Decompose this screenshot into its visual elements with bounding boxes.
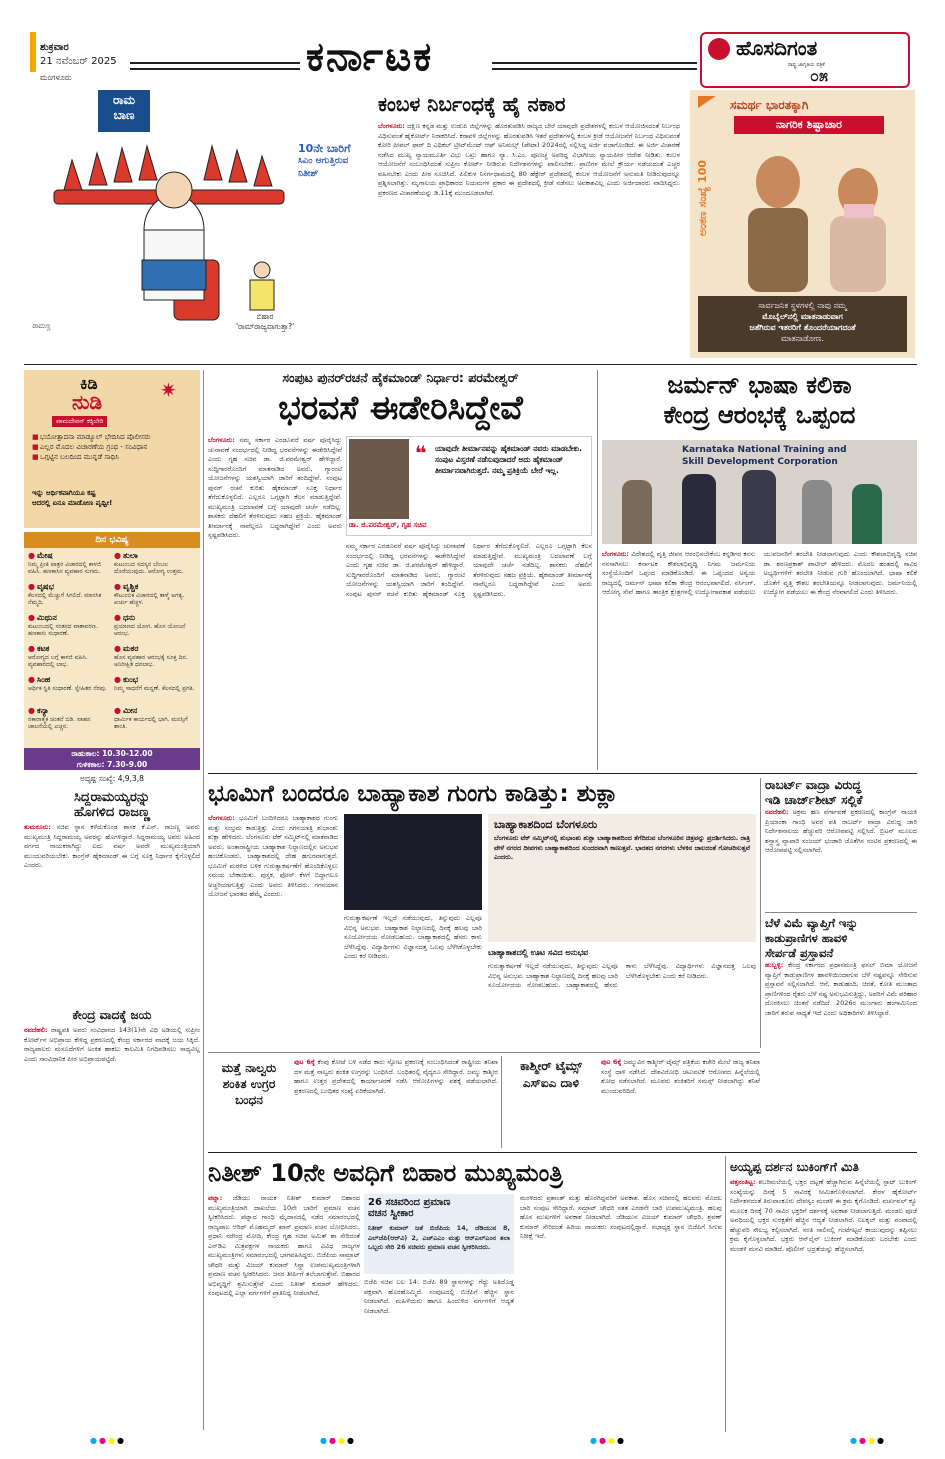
caption-line-1: 10ನೇ ಬಾರಿಗೆ (298, 142, 351, 155)
masthead-day: ಶುಕ್ರವಾರ (40, 42, 69, 53)
ad-footer-2: ಮೊಬೈಲ್‌ನಲ್ಲಿ ಮಾತನಾಡುವಾಗ (762, 312, 843, 321)
horoscope-sign (114, 614, 196, 644)
zodiac-icon: ● (28, 644, 35, 653)
parameshwar-text-cont: ನಮ್ಮ ಸರ್ಕಾರ ಎರಡೂವರೆ ವರ್ಷ ಪೂರೈಸಿದ್ದು ಚುನಾವಣೆ ಸಂದರ್ಭದಲ್ಲಿ ನೀಡಿದ್ದ ಭರವಸೆಗಳನ್ನು ಈಡೇರಿಸಿದ್ದೇವೆ ಎಂದು ಗೃಹ ಸಚಿವ ಡಾ. ಜಿ.ಪರಮೇಶ್ವರ್ ಹೇಳಿದ್ದಾರೆ. ಸುದ್ದಿಗಾರರೊಂದಿಗೆ ಮಾತನಾಡಿದ ಅವರು, ಗ್ಯಾರಂಟಿ ಯೋಜನೆಗಳನ್ನು ಯಶಸ್ವಿಯಾಗಿ ಜಾರಿಗೆ ತಂದಿದ್ದೇವೆ. ಸಂಪುಟ ಪುನರ್ ರಚನೆ ಕುರಿತು ಹೈಕಮಾಂಡ್ ಸೂಕ್ತ ನಿರ್ಧಾರ ತೆಗೆದುಕೊಳ್ಳಲಿದೆ. ಎಲ್ಲರೂ ಒಗ್ಗಟ್ಟಾಗಿ ಕೆಲಸ ಮಾಡುತ್ತಿದ್ದೇವೆ. ಮುಖ್ಯಮಂತ್ರಿ ಬದಲಾವಣೆ ಬಗ್ಗೆ ಯಾವುದೇ ಚರ್ಚೆ ನಡೆದಿಲ್ಲ. ಶಾಸಕರು ದೆಹಲಿಗೆ ತೆರಳಿರುವುದು ಸಹಜ ಪ್ರಕ್ರಿಯೆ. ಹೈಕಮಾಂಡ್ ತೀರ್ಮಾನಕ್ಕೆ ನಾವೆಲ್ಲರೂ ಬದ್ಧರಾಗಿದ್ದೇವೆ ಎಂದು ಅವರು ಸ್ಪಷ್ಟಪಡಿಸಿದರು. (346, 542, 595, 598)
ramabana-label (98, 90, 150, 132)
insurance-story (765, 916, 920, 1148)
german-text: ವಿದೇಶದಲ್ಲಿ ವೃತ್ತಿ ಜೀವನ ಆರಂಭಿಸಬೇಕೆಂಬ ಕನ್ನಡಿಗರ ಕನಸು ನನಸಾಗಿಸಲು ಕರ್ನಾಟಕ ಕೌಶಲಾಭಿವೃದ್ಧಿ ನಿಗಮ ಜರ್ಮನಿಯ ಸಂಸ್ಥೆಯೊಂದಿಗೆ ಒಪ್ಪಂದ ಮಾಡಿಕೊಂಡಿದೆ. ಈ ಒಪ್ಪಂದದ ಅನ್ವಯ ರಾಜ್ಯದಲ್ಲಿ ಜರ್ಮನ್ ಭಾಷಾ ಕಲಿಕಾ ಕೇಂದ್ರ ಆರಂಭವಾಗಲಿದೆ. ನರ್ಸಿಂಗ್, ಆರೋಗ್ಯ ಸೇವೆ ಹಾಗೂ ತಾಂತ್ರಿಕ ಕ್ಷೇತ್ರಗಳಲ್ಲಿ ಉದ್ಯೋಗಾವಕಾಶ ಪಡೆಯಲು ಯುವಜನರಿಗೆ ತರಬೇತಿ ನೀಡಲಾಗುವುದು ಎಂದು ಕೌಶಲಾಭಿವೃದ್ಧಿ ಸಚಿವ ಡಾ. ಶರಣಪ್ರಕಾಶ್ ಪಾಟೀಲ್ ಹೇಳಿದರು. ಮೊದಲ ಹಂತದಲ್ಲಿ ಸಾವಿರ ಅಭ್ಯರ್ಥಿಗಳಿಗೆ ತರಬೇತಿ ನೀಡುವ ಗುರಿ ಹೊಂದಲಾಗಿದೆ. ಭಾಷಾ ಕಲಿಕೆ ಜೊತೆಗೆ ವೃತ್ತಿ ಕೌಶಲ ತರಬೇತಿಯನ್ನೂ ನೀಡಲಾಗುವುದು. ಜರ್ಮನಿಯಲ್ಲಿ ಉದ್ಯೋಗ ಪಡೆಯಲು ಈ ಕೇಂದ್ರ ನೆರವಾಗಲಿದೆ ಎಂದು ತಿಳಿಸಿದರು. (602, 550, 920, 596)
masthead-city: ಮಂಗಳೂರು (40, 73, 72, 82)
minister-box-header (364, 1194, 514, 1222)
nitish-text: ಜೆಡಿಯು ನಾಯಕ ನಿತೀಶ್ ಕುಮಾರ್ ಬಿಹಾರದ ಮುಖ್ಯಮಂತ್ರಿಯಾಗಿ ದಾಖಲೆಯ 10ನೇ ಬಾರಿಗೆ ಪ್ರಮಾಣ ವಚನ ಸ್ವೀಕರಿಸಿದರು. ಪಟ್ನಾದ ಗಾಂಧಿ ಮೈದಾನದಲ್ಲಿ ನಡೆದ ಸಮಾರಂಭದಲ್ಲಿ ರಾಜ್ಯಪಾಲ ಆರಿಫ್ ಮೊಹಮ್ಮದ್ ಖಾನ್ ಪ್ರಮಾಣ ವಚನ ಬೋಧಿಸಿದರು. ಪ್ರಧಾನಿ ನರೇಂದ್ರ ಮೋದಿ, ಕೇಂದ್ರ ಗೃಹ ಸಚಿವ ಅಮಿತ್ ಶಾ ಸೇರಿದಂತೆ ಎನ್‌ಡಿಎ ಮಿತ್ರಪಕ್ಷಗಳ ನಾಯಕರು ಹಾಗೂ ವಿವಿಧ ರಾಜ್ಯಗಳ ಮುಖ್ಯಮಂತ್ರಿಗಳು ಸಮಾರಂಭದಲ್ಲಿ ಭಾಗವಹಿಸಿದ್ದರು. ಬಿಜೆಪಿಯ ಸಾಮ್ರಾಟ್ ಚೌಧರಿ ಮತ್ತು ವಿಜಯ್ ಕುಮಾರ್ ಸಿನ್ಹಾ ಉಪಮುಖ್ಯಮಂತ್ರಿಗಳಾಗಿ ಪ್ರಮಾಣ ವಚನ ಸ್ವೀಕರಿಸಿದರು. ಜನರ ತೀರ್ಪಿಗೆ ತಲೆಬಾಗುತ್ತೇವೆ. ಬಿಹಾರದ ಅಭಿವೃದ್ಧಿಗೆ ಶ್ರಮಿಸುತ್ತೇವೆ ಎಂದು ನಿತೀಶ್ ಕುಮಾರ್ ಹೇಳಿದರು. ಸಂಪುಟದಲ್ಲಿ ಎಲ್ಲಾ ವರ್ಗಗಳಿಗೆ ಪ್ರಾತಿನಿಧ್ಯ ನೀಡಲಾಗಿದೆ. (208, 1194, 363, 1297)
kidi-author: ವಾಮದೇವನ್ ಕಕ್ಕಿಲೇರಿ (52, 416, 107, 427)
german-headline-2: ಕೇಂದ್ರ ಆರಂಭಕ್ಕೆ ಒಪ್ಪಂದ (663, 401, 856, 429)
sign-name: ಮಕರ (122, 644, 139, 653)
kendra-story (24, 1008, 203, 1428)
horoscope-sign (28, 614, 110, 644)
sign-text: ಪ್ರಯಾಣದ ಯೋಗ. ಹೊಸ ಯೋಜನೆ ಆರಂಭ. (114, 622, 186, 637)
caption-line-2: ಸಿಎಂ ಆಗುತ್ತಿರುವ (298, 156, 349, 166)
sign-name: ತುಲಾ (122, 551, 138, 560)
ramabana-label-1: ರಾಮ (113, 93, 135, 107)
minister-box (364, 1194, 517, 1430)
person (622, 480, 652, 544)
vadra-body (765, 808, 920, 904)
nudi-title: ನುಡಿ (72, 390, 103, 414)
kendra-body (24, 1026, 203, 1426)
horoscope-sign (28, 583, 110, 613)
german-story (602, 370, 920, 770)
sign-text: ಕೌಟುಂಬಿಕ ವಿಚಾರದಲ್ಲಿ ತಾಳ್ಮೆ ಅಗತ್ಯ. ಖರ್ಚು ಹೆಚ್ಚಳ. (114, 591, 185, 606)
artist-signature: ರಾಮಣ್ಣ (32, 322, 51, 330)
kidi-item: ■ ಎಲ್ಲರ ಮೊದಲ ವಿಚಾರಣೆಯ ಗ್ರಂಥ - ಸಂವಿಧಾನ (32, 443, 148, 451)
ayyappa-body (730, 1178, 920, 1428)
sign-name: ಸಿಂಹ (36, 675, 51, 684)
horoscope-sign (114, 552, 196, 582)
section-right-rule (492, 62, 697, 70)
divider (760, 778, 761, 1048)
horoscope-sign (28, 707, 110, 737)
kashmir-body (601, 1058, 763, 1146)
horoscope-box (24, 532, 200, 748)
zodiac-icon: ● (114, 706, 121, 715)
nitish-body (208, 1194, 363, 1430)
insurance-text: ಕೇಂದ್ರ ಸರ್ಕಾರದ ಪ್ರಧಾನಮಂತ್ರಿ ಫಸಲ್ ಬಿಮಾ ಯೋಜನೆ ವ್ಯಾಪ್ತಿಗೆ ಕಾಡುಪ್ರಾಣಿಗಳ ಹಾವಳಿಯಿಂದಾಗುವ ಬೆಳೆ ನಷ್ಟವನ್ನೂ ಸೇರಿಸುವ ಪ್ರಸ್ತಾವನೆ ಸಲ್ಲಿಸಲಾಗಿದೆ. ಆನೆ, ಕಾಡುಹಂದಿ, ಚಿರತೆ, ಕೋತಿ ಮುಂತಾದ ಪ್ರಾಣಿಗಳಿಂದ ರೈತರು ಬೆಳೆ ನಷ್ಟ ಅನುಭವಿಸುತ್ತಿದ್ದು, ಅವರಿಗೆ ವಿಮೆ ಪರಿಹಾರ ದೊರಕಿಸಲು ಚಿಂತನೆ ನಡೆದಿದೆ. 2026ರ ಮುಂಗಾರು ಹಂಗಾಮಿನಿಂದ ಜಾರಿಗೆ ತರುವ ಸಾಧ್ಯತೆ ಇದೆ ಎಂದು ಅಧಿಕಾರಿಗಳು ತಿಳಿಸಿದ್ದಾರೆ. (765, 961, 920, 1017)
kashmir-headline-1: ಕಾಶ್ಮೀರ್ ಟೈಮ್ಸ್ (520, 1059, 582, 1073)
gulika-time: ಗುಳಿಕಕಾಲ: 7.30-9.00 (24, 759, 200, 770)
parameshwar-quote: ಯಾವುದೇ ತೀರ್ಮಾನವನ್ನು ಹೈಕಮಾಂಡ್ ನವರು ಮಾಡಬೇಕು. ಸಂಪುಟ ವಿಸ್ತರಣೆ ನಡೆಸುವುದಾದರೆ ಅದು ಹೈಕಮಾಂಡ್ ತೀರ್ಮಾನವಾಗಿರುತ್ತದೆ. ನಮ್ಮ ಪ್ರತಿಕ್ರಿಯೆ ಬೇರೆ ಇಲ್ಲ. (435, 444, 582, 475)
horoscope-sign (114, 645, 196, 675)
divider (208, 1152, 917, 1153)
parameshwar-body (208, 436, 345, 766)
insurance-headline-2: ಕಾಡುಪ್ರಾಣಿಗಳ ಹಾವಳಿ (765, 931, 848, 945)
ad-title-banner: ನಾಗರಿಕ ಶಿಷ್ಟಾಚಾರ (734, 116, 884, 134)
arrest-headline-3: ಬಂಧನ (235, 1093, 263, 1107)
person (682, 474, 716, 544)
nitish-body-right (520, 1194, 725, 1430)
arrest-headline-2: ಶಂಕಿತ ಉಗ್ರರ (222, 1077, 276, 1091)
vadra-headline-2: ಇಡಿ ಚಾರ್ಜ್‌ಶೀಟ್ ಸಲ್ಲಿಕೆ (765, 793, 863, 807)
sign-name: ಧನು (122, 613, 136, 622)
minister-box-title-2: ವಚನ ಸ್ವೀಕಾರ (368, 1208, 414, 1219)
zodiac-icon: ● (28, 706, 35, 715)
print-registration-marks: ●●●● (590, 1436, 626, 1445)
vadra-dateline: ನವದೆಹಲಿ: (765, 808, 789, 816)
ad-vertical-label: ಅಂಕಣ ಸಂಖ್ಯೆ 100 (696, 160, 709, 237)
kidi-item: ■ ಭಯೋತ್ಪಾದನಾ ಮಾಡ್ಯೂಲ್ ಭೇದಿಸಿದ ಪೊಲೀಸರು (32, 433, 151, 441)
divider (765, 912, 917, 913)
kidi-nudi-box (24, 370, 200, 528)
shukla-subhead: ಬಾಹ್ಯಾಕಾಶದಲ್ಲಿ ಊಟ ಸವಿದ ಅನುಭವ (488, 948, 589, 957)
space-sidebar-title: ಬಾಹ್ಯಾಕಾಶದಿಂದ ಬೆಂಗಳೂರು (494, 818, 598, 831)
speech-line-2: 'ರಾಮ್‌ರಾಜ್ಯವಾಗುತ್ತಾ?' (236, 322, 295, 331)
arrest-text: ಕೆಂಪು ಕೋಟೆ ಬಳಿ ನಡೆದ ಕಾರು ಸ್ಫೋಟ ಪ್ರಕರಣಕ್ಕೆ ಸಂಬಂಧಿಸಿದಂತೆ ರಾಷ್ಟ್ರೀಯ ತನಿಖಾ ದಳ ಮತ್ತೆ ನಾಲ್ವರು ಶಂಕಿತ ಉಗ್ರರನ್ನು ಬಂಧಿಸಿದೆ. ಬಂಧಿತರಲ್ಲಿ ವೈದ್ಯರೂ ಸೇರಿದ್ದಾರೆ. ಜಮ್ಮು ಕಾಶ್ಮೀರ ಹಾಗೂ ಉತ್ತರ ಪ್ರದೇಶದಲ್ಲಿ ಕಾರ್ಯಾಚರಣೆ ನಡೆಸಿ ಆರೋಪಿಗಳನ್ನು ವಶಕ್ಕೆ ಪಡೆಯಲಾಗಿದೆ. ಪ್ರಕರಣದಲ್ಲಿ ಬಂಧಿತರ ಸಂಖ್ಯೆ ಏರಿಕೆಯಾಗಿದೆ. (294, 1058, 501, 1095)
print-registration-marks: ●●●● (90, 1436, 126, 1445)
speech-bubble (236, 312, 294, 332)
vadra-story (765, 778, 920, 908)
civic-ad (690, 90, 915, 358)
shukla-story (208, 778, 759, 1048)
siddu-body (24, 823, 203, 993)
person (852, 484, 882, 544)
zodiac-icon: ● (114, 551, 121, 560)
kendra-headline: ಕೇಂದ್ರ ವಾದಕ್ಕೆ ಜಯ (72, 1008, 152, 1022)
sign-name: ಕುಂಭ (122, 675, 139, 684)
arrest-dateline: ಪುಟ 6ಕ್ಕೆ (294, 1058, 315, 1066)
sign-text: ಕುಟುಂಬದ ಸದಸ್ಯರ ಬೆಂಬಲ ದೊರೆಯುವುದು. ಆರೋಗ್ಯ ಉತ್ತಮ. (114, 560, 184, 575)
masthead-date: 21 ನವೆಂಬರ್ 2025 (40, 56, 117, 67)
kidi-title: ಕಿಡಿ (80, 374, 98, 393)
ad-flag-icon (698, 96, 716, 108)
section-left-rule (130, 62, 300, 70)
ayyappa-headline: ಅಯ್ಯಪ್ಪ ದರ್ಶನ ಬುಕಿಂಗ್‌ಗೆ ಮಿತಿ (730, 1160, 859, 1174)
divider (208, 1052, 760, 1053)
german-body (602, 550, 920, 766)
sign-name: ವೃಶ್ಚಿಕ (122, 582, 139, 591)
kashmir-text: ಜಮ್ಮುವಿನ ಕಾಶ್ಮೀರ್ ಟೈಮ್ಸ್ ಪತ್ರಿಕೆಯ ಕಚೇರಿ ಮೇಲೆ ರಾಜ್ಯ ತನಿಖಾ ಸಂಸ್ಥೆ ದಾಳಿ ನಡೆಸಿದೆ. ದೇಶವಿರೋಧಿ ಚಟುವಟಿಕೆ ಆರೋಪದ ಹಿನ್ನೆಲೆಯಲ್ಲಿ ಶೋಧ ನಡೆಸಲಾಗಿದೆ. ಮೂವರು ಶಂಕಿತರಿಗೆ ಸಮನ್ಸ್ ನೀಡಲಾಗಿದ್ದು ತನಿಖೆ ಮುಂದುವರಿದಿದೆ. (601, 1058, 763, 1095)
ad-footer-4: ಮಾತನಾಡೋಣ. (781, 334, 824, 343)
caption-line-3: ನಿತೀಶ್ (298, 169, 319, 179)
shukla-body (208, 814, 341, 1044)
divider (725, 1156, 726, 1432)
horoscope-grid (28, 552, 196, 742)
kidi-item: ■ ಒಗ್ಗಟ್ಟಿನ ಬಲದಿಂದ ಮುನ್ನಡೆ ಸಾಧಿಸಿ (32, 453, 119, 461)
horoscope-sign (28, 645, 110, 675)
logo-emblem-icon (708, 38, 730, 60)
shukla-headline: ಭೂಮಿಗೆ ಬಂದರೂ ಬಾಹ್ಯಾಕಾಶ ಗುಂಗು ಕಾಡಿತ್ತು: ಶುಕ್ಲಾ (208, 781, 618, 807)
page-number: ೦೫ (810, 66, 828, 85)
vadra-text: ಅಕ್ರಮ ಹಣ ವರ್ಗಾವಣೆ ಪ್ರಕರಣದಲ್ಲಿ ಕಾಂಗ್ರೆಸ್ ನಾಯಕಿ ಪ್ರಿಯಾಂಕಾ ಗಾಂಧಿ ಅವರ ಪತಿ ರಾಬರ್ಟ್ ವಾದ್ರಾ ವಿರುದ್ಧ ಜಾರಿ ನಿರ್ದೇಶನಾಲಯ ಹೆಚ್ಚುವರಿ ಆರೋಪಪಟ್ಟಿ ಸಲ್ಲಿಸಿದೆ. ಬ್ರಿಟನ್ ಮೂಲದ ಶಸ್ತ್ರಾಸ್ತ್ರ ವ್ಯಾಪಾರಿ ಸಂಜಯ್ ಭಂಡಾರಿ ಜೊತೆಗಿನ ನಂಟಿನ ಪ್ರಕರಣದಲ್ಲಿ ಈ ಆರೋಪಪಟ್ಟಿ ಸಲ್ಲಿಸಲಾಗಿದೆ. (765, 808, 920, 854)
sign-name: ಮಿಥುನ (36, 613, 57, 622)
shukla-text-right: ಗುರುತ್ವಾಕರ್ಷಣೆ ಇಲ್ಲದೆ ನಡೆಯುವುದು, ತಿನ್ನುವುದು ಎಲ್ಲವೂ ವಿಭಿನ್ನ ಅನುಭವ. ಬಾಹ್ಯಾಕಾಶ ನಿಲ್ದಾಣದಲ್ಲಿ ದಿನಕ್ಕೆ ಹಲವು ಬಾರಿ ಸೂರ್ಯೋದಯ ನೋಡಬಹುದು. ಬಾಹ್ಯಾಕಾಶದಲ್ಲಿ ಹೆಸರು ಕಾಳು ಬೆಳೆಸಿದ್ದೆವು. ವಿದ್ಯಾರ್ಥಿಗಳು ವಿಜ್ಞಾನದತ್ತ ಒಲವು ಬೆಳೆಸಿಕೊಳ್ಳಬೇಕು ಎಂದು ಕರೆ ನೀಡಿದರು. (488, 962, 759, 989)
ad-footer-3: ಜತೆಗಿರುವ ಇತರರಿಗೆ ತೊಂದರೆಯಾಗದಂತೆ (749, 323, 856, 332)
zodiac-icon: ● (114, 644, 121, 653)
sign-text: ನಿಮ್ಮ ಸಾಧನೆಗೆ ಮನ್ನಣೆ. ಕೆಲಸದಲ್ಲಿ ಪ್ರಗತಿ. (114, 684, 195, 692)
time-box (24, 748, 200, 788)
spark-icon: ✷ (160, 378, 177, 402)
kashmir-story (505, 1056, 763, 1148)
minister-box-para: ಬಿಜೆಪಿ ಸಚಿವ ಬಲ 14: ಬಿಜೆಪಿ 89 ಸ್ಥಾನಗಳನ್ನು ಗೆದ್ದು ಅತಿದೊಡ್ಡ ಪಕ್ಷವಾಗಿ ಹೊರಹೊಮ್ಮಿದೆ. ಸಂಪುಟದಲ್ಲಿ ಬಿಜೆಪಿಗೆ ಹೆಚ್ಚಿನ ಸ್ಥಾನ ನೀಡಲಾಗಿದೆ. ಮಹಿಳೆಯರು ಹಾಗೂ ಹಿಂದುಳಿದ ವರ್ಗಗಳಿಗೆ ಆದ್ಯತೆ ನೀಡಲಾಗಿದೆ. (364, 1278, 517, 1315)
kendra-dateline: ನವದೆಹಲಿ: (24, 1026, 48, 1034)
parameshwar-kicker: ಸಂಪುಟ ಪುನರ್‌ರಚನೆ ಹೈಕಮಾಂಡ್ ನಿರ್ಧಾರ: ಪರಮೇಶ್ವರ್ (282, 370, 519, 385)
logo-tagline: ರಾಷ್ಟ್ರ ಜಾಗೃತಿಯ ಪತ್ರಿಕೆ (788, 62, 825, 68)
parameshwar-headline: ಭರವಸೆ ಈಡೇರಿಸಿದ್ದೇವೆ (278, 388, 523, 427)
siddu-dateline: ತುಮಕೂರು: (24, 823, 51, 831)
rahu-time: ರಾಹುಕಾಲ: 10.30-12.00 (24, 748, 200, 759)
shukla-text: ಭೂಮಿಗೆ ಬಂದಿಳಿದರೂ ಬಾಹ್ಯಾಕಾಶದ ಗುಂಗು ಮತ್ತು ಸಂಭ್ರಮ ಕಾಡುತ್ತಿತ್ತು ಎಂದು ಗಗನಯಾತ್ರಿ ಶುಭಾಂಶು ಶುಕ್ಲಾ ಹೇಳಿದರು. ಬೆಂಗಳೂರು ಟೆಕ್ ಸಮ್ಮಿಟ್‌ನಲ್ಲಿ ಮಾತನಾಡಿದ ಅವರು, ಅಂತಾರಾಷ್ಟ್ರೀಯ ಬಾಹ್ಯಾಕಾಶ ನಿಲ್ದಾಣದಲ್ಲಿನ ಅನುಭವ ಹಂಚಿಕೊಂಡರು. ಬಾಹ್ಯಾಕಾಶದಲ್ಲಿ ದೇಹ ಹಗುರವಾಗುತ್ತದೆ. ಭೂಮಿಗೆ ಮರಳಿದ ಬಳಿಕ ಗುರುತ್ವಾಕರ್ಷಣೆಗೆ ಹೊಂದಿಕೊಳ್ಳಲು ಸಮಯ ಬೇಕಾಯಿತು. ಪುಸ್ತಕ, ಫೋನ್ ಕೆಳಗೆ ಬಿದ್ದಾಗಲೂ ಅಚ್ಚರಿಯಾಗುತ್ತಿತ್ತು ಎಂದು ಅವರು ತಿಳಿಸಿದರು. ಗಗನಯಾನ ಯೋಜನೆ ಭಾರತದ ಹೆಮ್ಮೆ ಎಂದರು. (208, 814, 341, 898)
sign-name: ಮೀನ (122, 706, 138, 715)
zodiac-icon: ● (28, 675, 35, 684)
horoscope-sign (114, 583, 196, 613)
sign-text: ನಿಮ್ಮ ಪ್ರೀತಿ ಪಾತ್ರರ ವಿಚಾರದಲ್ಲಿ ಕಾಳಜಿ ವಹಿಸಿ. ಹಣಕಾಸಿನ ವ್ಯವಹಾರ ಸುಗಮ. (28, 560, 101, 575)
parameshwar-quote-box (346, 436, 592, 536)
minister-box-title-1: 26 ಸಚಿವರಿಂದ ಪ್ರಮಾಣ (368, 1197, 451, 1208)
nitish-headline: ನಿತೀಶ್ 10ನೇ ಅವಧಿಗೆ ಬಿಹಾರ ಮುಖ್ಯಮಂತ್ರಿ (208, 1159, 563, 1187)
speech-line-1: ಬಿಹಾರ (256, 312, 274, 321)
sign-text: ಕುಟುಂಬದಲ್ಲಿ ಸಂತಸದ ವಾತಾವರಣ. ಹಣಕಾಸು ಸುಧಾರಣೆ. (28, 622, 98, 637)
logo-text: ಹೊಸದಿಗಂತ (736, 36, 818, 60)
horoscope-sign (114, 707, 196, 737)
photo-banner: Karnataka National Training and Skill Development Corporation (682, 445, 847, 467)
divider (24, 364, 917, 365)
horoscope-sign (28, 676, 110, 706)
kambala-body (378, 122, 683, 362)
color-registration-marks (30, 32, 36, 72)
sign-text: ಧಾರ್ಮಿಕ ಕಾರ್ಯದಲ್ಲಿ ಭಾಗಿ. ಮನಸ್ಸಿಗೆ ಶಾಂತಿ. (114, 715, 188, 730)
nitish-story (208, 1156, 725, 1432)
lucky-number: ಅದೃಷ್ಟ ಸಂಖ್ಯೆ: 4,9,3,8 (80, 774, 144, 783)
kambala-headline: ಕಂಬಳ ನಿರ್ಬಂಧಕ್ಕೆ ಹೈ ನಕಾರ (378, 92, 566, 116)
kambala-text: ದಕ್ಷಿಣ ಕನ್ನಡ ಮತ್ತು ಉಡುಪಿ ಜಿಲ್ಲೆಗಳನ್ನು ಹೊರತುಪಡಿಸಿ ರಾಜ್ಯದ ಬೇರೆ ಯಾವುದೇ ಪ್ರದೇಶಗಳಲ್ಲಿ ಕಂಬಳ ಆಯೋಜಿಸದಂತೆ ನಿರ್ಬಂಧ ವಿಧಿಸುವಂತೆ ಹೈಕೋರ್ಟ್ ನಿರಾಕರಿಸಿದೆ. ಕರಾವಳಿ ಜಿಲ್ಲೆಗಳನ್ನು ಹೊರತುಪಡಿಸಿ ಇತರೆ ಪ್ರದೇಶಗಳಲ್ಲಿ ಕಂಬಳ ಕ್ರೀಡೆ ಆಯೋಜನೆಗೆ ನಿರ್ಬಂಧ ವಿಧಿಸುವಂತೆ ಕೋರಿ ಪೀಪಲ್ ಫಾರ್ ದಿ ಎಥಿಕಲ್ ಟ್ರೀಟ್‌ಮೆಂಟ್ ಆಫ್ ಅನಿಮಲ್ಸ್ (ಪೇಟಾ) 2024ರಲ್ಲಿ ಸಲ್ಲಿಸಿದ್ದ ಅರ್ಜಿ ವಜಾಗೊಂಡಿದೆ. ಈ ಅರ್ಜಿ ವಿಚಾರಣೆ ನಡೆಸಿದ ಮುಖ್ಯ ನ್ಯಾಯಮೂರ್ತಿ ವಿಭು ಬಖ್ರು ಹಾಗೂ ನ್ಯಾ. ಸಿ.ಎಂ. ಪೂಣಚ್ಚ ಅವರಿದ್ದ ವಿಭಾಗೀಯ ನ್ಯಾಯಪೀಠ ಆದೇಶ ನೀಡಿತು. ಕಂಬಳ ಆಯೋಜನೆಗೆ ಸಂಬಂಧಿಸಿದಂತೆ ಸುಪ್ರೀಂ ಕೋರ್ಟ್ ನೀಡಿರುವ ನಿರ್ದೇಶನಗಳನ್ನು ಪಾಲಿಸಬೇಕು. ಪ್ರಾಣಿಗಳ ಮೇಲೆ ಕ್ರೌರ್ಯ ನಡೆಯದಂತೆ ಎಚ್ಚರ ವಹಿಸಬೇಕು ಎಂದು ಪೀಠ ಸೂಚಿಸಿದೆ. ಪಿಲಿಕುಳ ನಿಸರ್ಗಧಾಮದಲ್ಲಿ 80 ಹೆಕ್ಟೇರ್ ಪ್ರದೇಶದಲ್ಲಿ ಕಂಬಳ ಆಯೋಜನೆಗೆ ಅನುಮತಿ ನೀಡಿರುವುದನ್ನೂ ಪ್ರಶ್ನಿಸಲಾಗಿತ್ತು. ಮೃಗಾಲಯ ಪ್ರಾಧಿಕಾರದ ನಿಯಮಗಳ ಪ್ರಕಾರ ಈ ಪ್ರದೇಶದಲ್ಲಿ ಕ್ರೀಡೆ ನಡೆಸಲು ಅವಕಾಶವಿಲ್ಲ ಎಂದು ಅರ್ಜಿದಾರರು ವಾದಿಸಿದ್ದರು. ಪ್ರಕರಣದ ವಿಚಾರಣೆಯನ್ನು ಡಿ.11ಕ್ಕೆ ಮುಂದೂಡಲಾಗಿದೆ. (378, 122, 683, 197)
zodiac-icon: ● (28, 582, 35, 591)
arrest-body (294, 1058, 501, 1146)
print-registration-marks: ●●●● (850, 1436, 886, 1445)
parameshwar-story (208, 370, 593, 770)
divider (208, 773, 917, 774)
zodiac-icon: ● (28, 551, 35, 560)
insurance-headline-1: ಬೆಳೆ ವಿಮೆ ವ್ಯಾಪ್ತಿಗೆ ಇನ್ನು (765, 916, 858, 930)
siddu-headline-1: ಸಿದ್ದರಾಮಯ್ಯರನ್ನು (73, 790, 151, 805)
horoscope-title: ದಿನ ಭವಿಷ್ಯ (24, 532, 200, 548)
kidi-quote-1: ಇನ್ನು ಆರ್ಥಿಕವಾಗಿಯೂ ಕಷ್ಟ (32, 489, 96, 497)
arrest-headline-1: ಮತ್ತೆ ನಾಲ್ವರು (221, 1061, 277, 1075)
parameshwar-caption: ಡಾ. ಜಿ.ಪರಮೇಶ್ವರ್, ಗೃಹ ಸಚಿವ (349, 521, 427, 529)
kidi-quote (32, 488, 192, 508)
insurance-dateline: ಹುಬ್ಬಳ್ಳಿ: (765, 961, 784, 969)
kashmir-headline-2: ಎಸ್‌ಐಎ ದಾಳಿ (522, 1076, 580, 1090)
ad-footer-1: ಸಾರ್ವಜನಿಕ ಸ್ಥಳಗಳಲ್ಲಿ ನಾವು ನಮ್ಮ (758, 301, 847, 310)
zodiac-icon: ● (28, 613, 35, 622)
zodiac-icon: ● (114, 613, 121, 622)
kidi-quote-2: ಆದರಲ್ಲಿ ಏನೂ ಮಾಡೋಣ ಪೃಥ್ವೀ! (32, 499, 113, 507)
ad-footer (698, 296, 907, 352)
insurance-headline-3: ಸೇರ್ಪಡೆ ಪ್ರಸ್ತಾವನೆ (765, 946, 834, 960)
kambala-story (378, 90, 683, 360)
vadra-headline-1: ರಾಬರ್ಟ್ ವಾದ್ರಾ ವಿರುದ್ಧ (765, 778, 862, 792)
shukla-text-mid: ಗುರುತ್ವಾಕರ್ಷಣೆ ಇಲ್ಲದೆ ನಡೆಯುವುದು, ತಿನ್ನುವುದು ಎಲ್ಲವೂ ವಿಭಿನ್ನ ಅನುಭವ. ಬಾಹ್ಯಾಕಾಶ ನಿಲ್ದಾಣದಲ್ಲಿ ದಿನಕ್ಕೆ ಹಲವು ಬಾರಿ ಸೂರ್ಯೋದಯ ನೋಡಬಹುದು. ಬಾಹ್ಯಾಕಾಶದಲ್ಲಿ ಹೆಸರು ಕಾಳು ಬೆಳೆಸಿದ್ದೆವು. ವಿದ್ಯಾರ್ಥಿಗಳು ವಿಜ್ಞಾನದತ್ತ ಒಲವು ಬೆಳೆಸಿಕೊಳ್ಳಬೇಕು ಎಂದು ಕರೆ ನೀಡಿದರು. (344, 914, 485, 960)
horoscope-sign (28, 552, 110, 582)
section-title: ಕರ್ನಾಟಕ (306, 34, 434, 80)
german-dateline: ಬೆಂಗಳೂರು: (602, 550, 629, 558)
space-sidebar-body: ಬೆಂಗಳೂರು ಟೆಕ್ ಸಮ್ಮಿಟ್‌ನಲ್ಲಿ ಶುಭಾಂಶು ಶುಕ್ಲಾ ಬಾಹ್ಯಾಕಾಶದಿಂದ ತೆಗೆದಿರುವ ಬೆಂಗಳೂರಿನ ಚಿತ್ರವನ್ನು ಪ್ರದರ್ಶಿಸಿದರು. ರಾತ್ರಿ ವೇಳೆ ನಗರದ ದೀಪಗಳು ಬಾಹ್ಯಾಕಾಶದಿಂದ ಸುಂದರವಾಗಿ ಕಾಣುತ್ತವೆ. ಭಾರತದ ನಗರಗಳು ಬೆಳಕಿನ ಜಾಲದಂತೆ ಗೋಚರಿಸುತ್ತವೆ ಎಂದರು. (494, 834, 753, 861)
parameshwar-dateline: ಬೆಂಗಳೂರು: (208, 436, 235, 444)
siddu-story (24, 790, 203, 1008)
sign-name: ಕಟಕ (36, 644, 50, 653)
shukla-body-right (488, 962, 759, 1044)
masthead (0, 0, 945, 92)
sign-text: ಹೊಸ ವ್ಯವಹಾರ ಆರಂಭಕ್ಕೆ ಸೂಕ್ತ ದಿನ. ಅನಿರೀಕ್ಷಿತ ಧನಲಾಭ. (114, 653, 188, 668)
parameshwar-body-cont (346, 542, 595, 766)
quote-icon: ❝ (415, 441, 427, 465)
kashmir-headline (505, 1058, 597, 1092)
sign-text: ಆರೋಗ್ಯದ ಬಗ್ಗೆ ಕಾಳಜಿ ವಹಿಸಿ. ವ್ಯವಹಾರದಲ್ಲಿ ಲಾಭ. (28, 653, 88, 668)
space-sidebar (488, 814, 756, 942)
divider (501, 1056, 502, 1148)
german-headline-1: ಜರ್ಮನ್ ಭಾಷಾ ಕಲಿಕಾ (667, 371, 852, 399)
sign-text: ಕೆಲಸದಲ್ಲಿ ಮೆಚ್ಚುಗೆ ಸಿಗಲಿದೆ. ಮಾನಸಿಕ ನೆಮ್ಮದಿ. (28, 591, 102, 606)
ayyappa-dateline: ಪತ್ತನಂತಿಟ್ಟ: (730, 1178, 756, 1186)
divider (597, 370, 598, 770)
arrest-headline (208, 1060, 290, 1108)
insurance-body (765, 961, 920, 1141)
signing-photo (602, 440, 917, 544)
kashmir-dateline: ಪುಟ 6ಕ್ಕೆ (601, 1058, 622, 1066)
sign-text: ಆರ್ಥಿಕ ಸ್ಥಿತಿ ಸುಧಾರಣೆ. ಸ್ನೇಹಿತರ ನೆರವು. (28, 684, 107, 692)
ayyappa-text: ಶಬರಿಮಲೆಯಲ್ಲಿ ಭಕ್ತರ ದಟ್ಟಣೆ ಹೆಚ್ಚಾಗಿರುವ ಹಿನ್ನೆಲೆಯಲ್ಲಿ ಸ್ಪಾಟ್ ಬುಕಿಂಗ್ ಸಂಖ್ಯೆಯನ್ನು ದಿನಕ್ಕೆ 5 ಸಾವಿರಕ್ಕೆ ಸೀಮಿತಗೊಳಿಸಲಾಗಿದೆ. ಕೇರಳ ಹೈಕೋರ್ಟ್ ನಿರ್ದೇಶನದಂತೆ ತಿರುವಾಂಕೂರು ದೇವಸ್ವಂ ಮಂಡಳಿ ಈ ಕ್ರಮ ಕೈಗೊಂಡಿದೆ. ವರ್ಚುವಲ್ ಕ್ಯೂ ಮೂಲಕ ದಿನಕ್ಕೆ 70 ಸಾವಿರ ಭಕ್ತರಿಗೆ ದರ್ಶನಕ್ಕೆ ಅವಕಾಶ ನೀಡಲಾಗುತ್ತಿದೆ. ಮಂಡಲ ಪೂಜೆ ಅವಧಿಯಲ್ಲಿ ಭಕ್ತರ ಸುರಕ್ಷತೆಗೆ ಹೆಚ್ಚಿನ ಆದ್ಯತೆ ನೀಡಲಾಗಿದೆ. ನಿಲಕ್ಕಲ್ ಮತ್ತು ಪಂಪಾದಲ್ಲಿ ಹೆಚ್ಚುವರಿ ಸೌಲಭ್ಯ ಕಲ್ಪಿಸಲಾಗಿದೆ. ಸರತಿ ಸಾಲಿನಲ್ಲಿ ಗಂಟೆಗಟ್ಟಲೆ ಕಾಯುವುದನ್ನು ತಪ್ಪಿಸಲು ಕ್ರಮ ಕೈಗೊಳ್ಳಲಾಗಿದೆ. ಭಕ್ತರು ಆನ್‌ಲೈನ್ ಬುಕಿಂಗ್ ಮಾಡಿಕೊಂಡು ಬರಬೇಕು ಎಂದು ಮಂಡಳಿ ಮನವಿ ಮಾಡಿದೆ. ಪೊಲೀಸ್ ಭದ್ರತೆಯನ್ನು ಹೆಚ್ಚಿಸಲಾಗಿದೆ. (730, 1178, 920, 1253)
ad-illustration (718, 142, 908, 292)
sign-name: ಕನ್ಯಾ (36, 706, 49, 715)
person (742, 470, 776, 544)
zodiac-icon: ● (114, 582, 121, 591)
divider (203, 370, 204, 1430)
sign-text: ನಕಾರಾತ್ಮಕ ಚಿಂತನೆ ಬಿಡಿ. ವಾಹನ ಚಾಲನೆಯಲ್ಲಿ ಎಚ್ಚರ. (28, 715, 91, 730)
shukla-dateline: ಬೆಂಗಳೂರು: (208, 814, 235, 822)
person (802, 480, 832, 544)
event-photo (344, 814, 482, 910)
print-registration-marks: ●●●● (320, 1436, 356, 1445)
sign-name: ಮೇಷ (36, 551, 53, 560)
minister-box-body: ನಿತೀಶ್ ಕುಮಾರ್ ಜತೆ ಬಿಜೆಪಿಯ 14, ಜೆಡಿಯುನ 8, ಎಲ್‌ಜೆಪಿ(ಆರ್‌ವಿ) 2, ಎಚ್‌ಎಎಂ ಮತ್ತು ಆರ್‌ಎಲ್‌ಎಂನ ತಲಾ ಒಬ್ಬರು ಸೇರಿ 26 ಸಚಿವರು ಪ್ರಮಾಣ ವಚನ ಸ್ವೀಕರಿಸಿದರು. (364, 1222, 514, 1274)
ramabana-label-2: ಬಾಣ (113, 108, 135, 122)
ramabana-cartoon (24, 90, 376, 356)
leader-photo (349, 439, 409, 519)
shukla-body-mid (344, 914, 485, 1044)
parameshwar-text: ನಮ್ಮ ಸರ್ಕಾರ ಎರಡೂವರೆ ವರ್ಷ ಪೂರೈಸಿದ್ದು ಚುನಾವಣೆ ಸಂದರ್ಭದಲ್ಲಿ ನೀಡಿದ್ದ ಭರವಸೆಗಳನ್ನು ಈಡೇರಿಸಿದ್ದೇವೆ ಎಂದು ಗೃಹ ಸಚಿವ ಡಾ. ಜಿ.ಪರಮೇಶ್ವರ್ ಹೇಳಿದ್ದಾರೆ. ಸುದ್ದಿಗಾರರೊಂದಿಗೆ ಮಾತನಾಡಿದ ಅವರು, ಗ್ಯಾರಂಟಿ ಯೋಜನೆಗಳನ್ನು ಯಶಸ್ವಿಯಾಗಿ ಜಾರಿಗೆ ತಂದಿದ್ದೇವೆ. ಸಂಪುಟ ಪುನರ್ ರಚನೆ ಕುರಿತು ಹೈಕಮಾಂಡ್ ಸೂಕ್ತ ನಿರ್ಧಾರ ತೆಗೆದುಕೊಳ್ಳಲಿದೆ. ಎಲ್ಲರೂ ಒಗ್ಗಟ್ಟಾಗಿ ಕೆಲಸ ಮಾಡುತ್ತಿದ್ದೇವೆ. ಮುಖ್ಯಮಂತ್ರಿ ಬದಲಾವಣೆ ಬಗ್ಗೆ ಯಾವುದೇ ಚರ್ಚೆ ನಡೆದಿಲ್ಲ. ಶಾಸಕರು ದೆಹಲಿಗೆ ತೆರಳಿರುವುದು ಸಹಜ ಪ್ರಕ್ರಿಯೆ. ಹೈಕಮಾಂಡ್ ತೀರ್ಮಾನಕ್ಕೆ ನಾವೆಲ್ಲರೂ ಬದ್ಧರಾಗಿದ್ದೇವೆ ಎಂದು ಅವರು ಸ್ಪಷ್ಟಪಡಿಸಿದರು. (208, 436, 345, 539)
nitish-dateline: ಪಟ್ನಾ: (208, 1194, 223, 1202)
siddu-headline-2: ಹೊಗಳಿದ ರಾಜಣ್ಣ (73, 805, 151, 820)
newspaper-logo (700, 32, 910, 88)
arrest-story (208, 1056, 501, 1148)
ayyappa-story (730, 1156, 920, 1432)
kidi-items (32, 432, 192, 462)
kambala-dateline: ಬೆಂಗಳೂರು: (378, 122, 405, 130)
kendra-text: ರಾಷ್ಟ್ರಪತಿ ಅವರು ಸಂವಿಧಾನದ 143(1)ನೇ ವಿಧಿ ಅಡಿಯಲ್ಲಿ ಸುಪ್ರೀಂ ಕೋರ್ಟ್‌ನ ಅಭಿಪ್ರಾಯ ಕೇಳಿದ್ದ ಪ್ರಕರಣದಲ್ಲಿ ಕೇಂದ್ರ ಸರ್ಕಾರದ ವಾದಕ್ಕೆ ಜಯ ಸಿಕ್ಕಿದೆ. ರಾಜ್ಯಪಾಲರು ಮಸೂದೆಗಳಿಗೆ ಅಂಕಿತ ಹಾಕಲು ಕಾಲಮಿತಿ ನಿಗದಿಪಡಿಸಲು ಸಾಧ್ಯವಿಲ್ಲ ಎಂದು ಸಾಂವಿಧಾನಿಕ ಪೀಠ ಅಭಿಪ್ರಾಯಪಟ್ಟಿದೆ. (24, 1026, 203, 1063)
siddu-text: ಸಚಿವ ಸ್ಥಾನ ಕಳೆದುಕೊಂಡ ಶಾಸಕ ಕೆ.ಎನ್. ರಾಜಣ್ಣ ಅವರು ಮುಖ್ಯಮಂತ್ರಿ ಸಿದ್ದರಾಮಯ್ಯ ಅವರನ್ನು ಹೊಗಳಿದ್ದಾರೆ. ಸಿದ್ದರಾಮಯ್ಯ ಅವರು ಅಹಿಂದ ವರ್ಗದ ನಾಯಕರಾಗಿದ್ದು ಐದು ವರ್ಷ ಅವರೇ ಮುಖ್ಯಮಂತ್ರಿಯಾಗಿ ಮುಂದುವರಿಯಬೇಕು. ಕಾಂಗ್ರೆಸ್ ಹೈಕಮಾಂಡ್ ಈ ಬಗ್ಗೆ ಸೂಕ್ತ ನಿರ್ಧಾರ ಕೈಗೊಳ್ಳಲಿದೆ ಎಂದರು. (24, 823, 203, 869)
nitish-text-right: ಮರಳಿದರು ಪ್ರಶಾಂತ್ ಮತ್ತು ಹೊರಗಿದ್ದವರಿಗೆ ಅವಕಾಶ. ಹೊಸ ಸಚಿವರಲ್ಲಿ ಹಲವರು ಮೊದಲ ಬಾರಿ ಸಂಪುಟ ಸೇರಿದ್ದಾರೆ. ಸಮ್ರಾಟ್ ಚೌಧರಿ ಸತತ ಎರಡನೇ ಬಾರಿ ಉಪಮುಖ್ಯಮಂತ್ರಿ. ಹಲವು ಹೊಸ ಮುಖಗಳಿಗೆ ಅವಕಾಶ ನೀಡಲಾಗಿದೆ. ಜೆಡಿಯುನ ವಿಜಯ್ ಕುಮಾರ್ ಚೌಧರಿ, ಶ್ರವಣ್ ಕುಮಾರ್ ಸೇರಿದಂತೆ ಹಿರಿಯ ನಾಯಕರು ಸಂಪುಟದಲ್ಲಿದ್ದಾರೆ. ಸಭಾಧ್ಯಕ್ಷ ಸ್ಥಾನ ಬಿಜೆಪಿಗೆ ಸಿಗುವ ನಿರೀಕ್ಷೆ ಇದೆ. (520, 1194, 725, 1240)
zodiac-icon: ● (114, 675, 121, 684)
ad-title-1: ಸಮರ್ಥ ಭಾರತಕ್ಕಾಗಿ (730, 98, 809, 112)
horoscope-sign (114, 676, 196, 706)
sign-name: ವೃಷಭ (36, 582, 54, 591)
